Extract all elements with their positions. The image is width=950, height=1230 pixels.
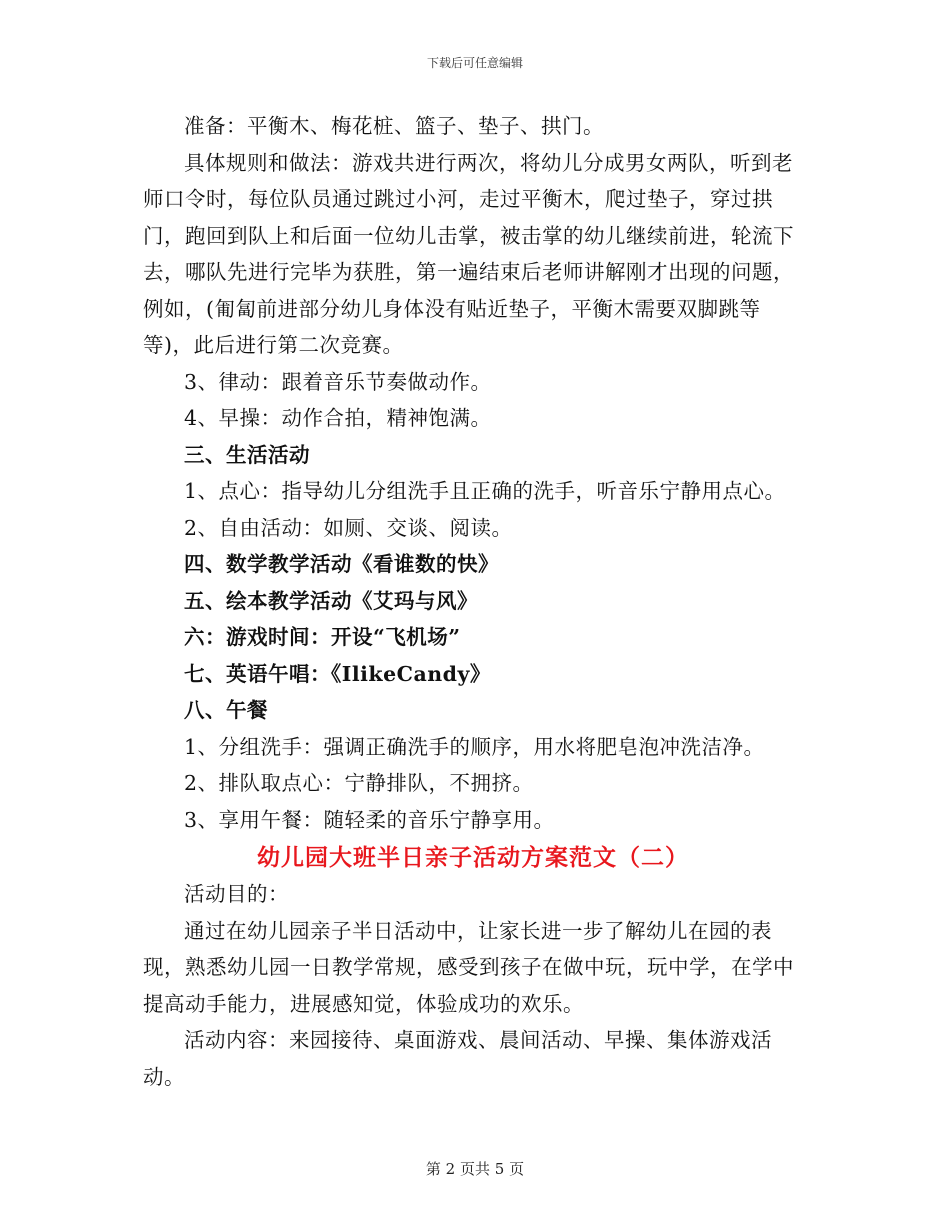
heading-math-activity: 四、数学教学活动《看谁数的快》 — [184, 552, 499, 576]
page-header: 下载后可任意编辑 — [426, 56, 523, 70]
paragraph-queue: 2、排队取点心：宁静排队，不拥挤。 — [184, 771, 534, 795]
document-body — [143, 108, 803, 1095]
paragraph-purpose: 通过在幼儿园亲子半日活动中，让家长进一步了解幼儿在园的表现，熟悉幼儿园一日教学常规，感受到孩子在做中玩，玩中学，在学中提高动手能力，进展感知觉，体验成功的欢乐。 — [143, 918, 794, 1016]
page-footer: 第 2 页共 5 页 — [425, 1160, 525, 1178]
heading-game-time: 六：游戏时间：开设“飞机场” — [184, 625, 461, 649]
paragraph-rhythm: 3、律动：跟着音乐节奏做动作。 — [184, 369, 492, 394]
paragraph-enjoy-lunch: 3、享用午餐：随轻柔的音乐宁静享用。 — [184, 807, 555, 832]
heading-lunch: 八、午餐 — [184, 698, 268, 722]
paragraph-snack: 1、点心：指导幼儿分组洗手且正确的洗手，听音乐宁静用点心。 — [184, 479, 786, 503]
heading-picture-book-activity: 五、绘本教学活动《艾玛与风》 — [184, 588, 478, 613]
paragraph-content: 活动内容：来园接待、桌面游戏、晨间活动、早操、集体游戏活动。 — [143, 1028, 772, 1089]
paragraph-preparation: 准备：平衡木、梅花桩、篮子、垫子、拱门。 — [184, 114, 604, 138]
heading-english-song: 七、英语午唱：《IlikeCandy》 — [184, 661, 491, 686]
heading-life-activity: 三、生活活动 — [184, 442, 310, 467]
section-title: 幼儿园大班半日亲子活动方案范文（二） — [257, 844, 689, 871]
paragraph-purpose-label: 活动目的： — [184, 882, 289, 906]
paragraph-rules: 具体规则和做法：游戏共进行两次，将幼儿分成男女两队，听到老师口令时，每位队员通过跳过小河，走过平衡木，爬过垫子，穿过拱门，跑回到队上和后面一位幼儿击掌，被击掌的幼儿继续前进，轮流下去，哪队先进行完毕为获胜，第一遍结束后老师讲解刚才出现的问题，例如，(匍匐前进部分幼儿身体没有贴近垫子，平衡木需要双脚跳等等)，此后进行第二次竞赛。 — [143, 150, 794, 357]
paragraph-morning-exercise: 4、早操：动作合拍，精神饱满。 — [184, 406, 492, 430]
paragraph-hand-washing: 1、分组洗手：强调正确洗手的顺序，用水将肥皂泡冲洗洁净。 — [184, 734, 765, 759]
paragraph-free-activity: 2、自由活动：如厕、交谈、阅读。 — [184, 515, 513, 540]
